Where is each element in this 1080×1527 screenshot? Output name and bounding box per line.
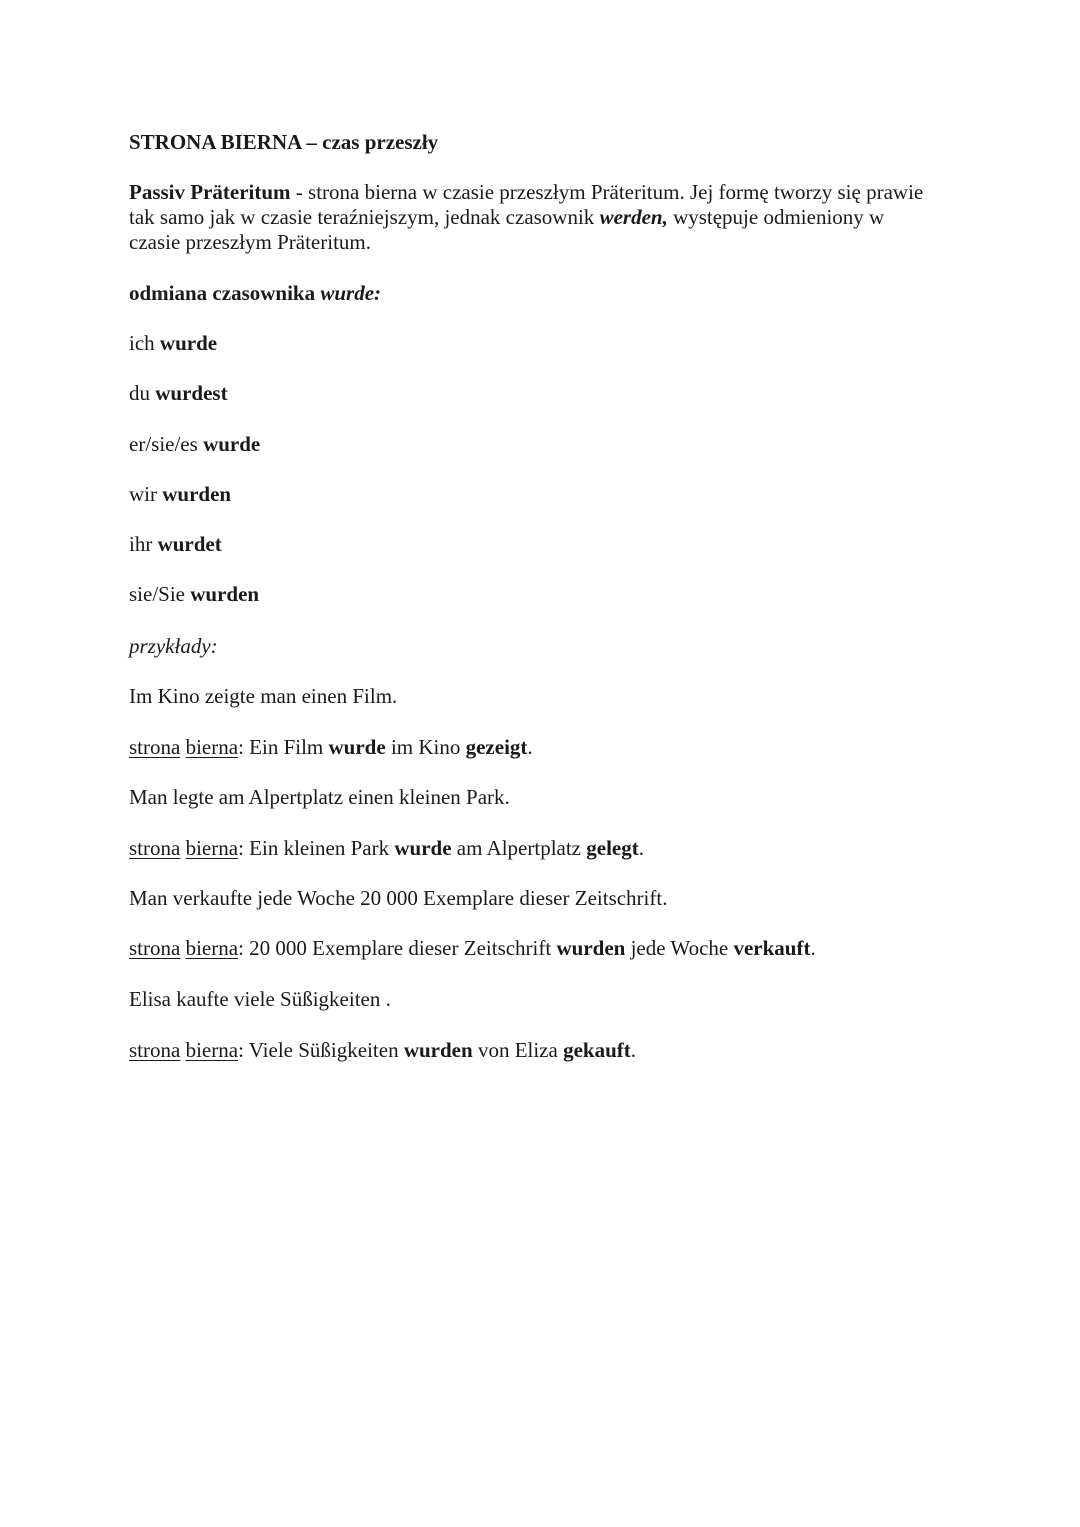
intro-verb: werden,	[599, 205, 668, 229]
passive-label-word1: strona	[129, 735, 181, 759]
passive-label-word2: bierna	[185, 836, 239, 860]
passive-label-colon: :	[238, 836, 250, 860]
passive-verb-part: wurde	[328, 735, 386, 759]
title-main: STRONA BIERNA	[129, 130, 302, 154]
conjugation-pronoun: sie/Sie	[129, 582, 191, 606]
passive-label-word2: bierna	[185, 936, 239, 960]
passive-label-colon: :	[238, 936, 250, 960]
intro-paragraph	[129, 180, 929, 255]
passive-text: 20 000 Exemplare dieser Zeitschrift	[249, 936, 557, 960]
conjugation-pronoun: ihr	[129, 532, 158, 556]
conjugation-pronoun: er/sie/es	[129, 432, 204, 456]
passive-text: .	[810, 936, 816, 960]
conjugation-heading-verb: wurde:	[320, 281, 382, 305]
passive-text: Ein Film	[249, 735, 329, 759]
passive-text: am Alpertplatz	[451, 836, 587, 860]
passive-text: Viele Süßigkeiten	[248, 1038, 404, 1062]
passive-verb-part: gelegt	[586, 836, 639, 860]
passive-label-colon: :	[238, 735, 250, 759]
intro-term: Passiv Präteritum	[129, 180, 291, 204]
passive-verb-part: gekauft	[563, 1038, 631, 1062]
examples-label: przykłady:	[129, 634, 218, 658]
conjugation-form: wurden	[162, 482, 232, 506]
conjugation-form: wurdest	[155, 381, 228, 405]
passive-label-word2: bierna	[185, 735, 239, 759]
passive-verb-part: verkauft	[733, 936, 811, 960]
example-active-sentence: Elisa kaufte viele Süßigkeiten .	[129, 987, 391, 1011]
example-active-sentence: Man legte am Alpertplatz einen kleinen Park.	[129, 785, 510, 809]
conjugation-row	[129, 381, 228, 406]
passive-text: .	[630, 1038, 636, 1062]
example-active-sentence: Man verkaufte jede Woche 20 000 Exemplare dieser Zeitschrift.	[129, 886, 668, 910]
conjugation-form: wurden	[190, 582, 260, 606]
passive-text: jede Woche	[625, 936, 734, 960]
intro-text-2: występuje odmieniony w czasie przeszłym Präteritum.	[129, 205, 885, 254]
conjugation-row	[129, 582, 259, 607]
title-dash: –	[301, 130, 323, 154]
passive-verb-part: wurden	[403, 1038, 473, 1062]
conjugation-heading	[129, 281, 381, 306]
passive-text: von Eliza	[472, 1038, 564, 1062]
conjugation-heading-text: odmiana czasownika	[129, 281, 321, 305]
example-passive-sentence	[129, 1038, 636, 1063]
passive-label-word1: strona	[129, 836, 181, 860]
conjugation-form: wurde	[203, 432, 261, 456]
title-subtitle: czas przeszły	[322, 130, 439, 154]
conjugation-row	[129, 482, 231, 507]
passive-verb-part: wurden	[556, 936, 626, 960]
example-passive-sentence	[129, 836, 644, 861]
passive-text: Ein kleinen Park	[249, 836, 395, 860]
conjugation-pronoun: ich	[129, 331, 160, 355]
passive-label-word1: strona	[129, 936, 181, 960]
passive-text: im Kino	[385, 735, 466, 759]
passive-label-word2: bierna	[185, 1038, 239, 1062]
conjugation-pronoun: wir	[129, 482, 163, 506]
passive-verb-part: wurde	[394, 836, 452, 860]
conjugation-form: wurdet	[157, 532, 222, 556]
conjugation-form: wurde	[159, 331, 218, 355]
passive-text: .	[638, 836, 644, 860]
passive-verb-part: gezeigt	[465, 735, 528, 759]
example-passive-sentence	[129, 735, 533, 760]
passive-label-colon: :	[238, 1038, 249, 1062]
example-passive-sentence	[129, 936, 816, 961]
passive-label-word1: strona	[129, 1038, 181, 1062]
conjugation-pronoun: du	[129, 381, 156, 405]
conjugation-row	[129, 432, 260, 457]
page-title	[129, 130, 438, 155]
passive-text: .	[527, 735, 533, 759]
example-active-sentence: Im Kino zeigte man einen Film.	[129, 684, 398, 708]
intro-text-1: - strona bierna w czasie przeszłym Präteritum. Jej formę tworzy się prawie tak samo jak w czasie teraźniejszym, jednak czasownik	[129, 180, 924, 229]
conjugation-row	[129, 532, 222, 557]
conjugation-row	[129, 331, 217, 356]
